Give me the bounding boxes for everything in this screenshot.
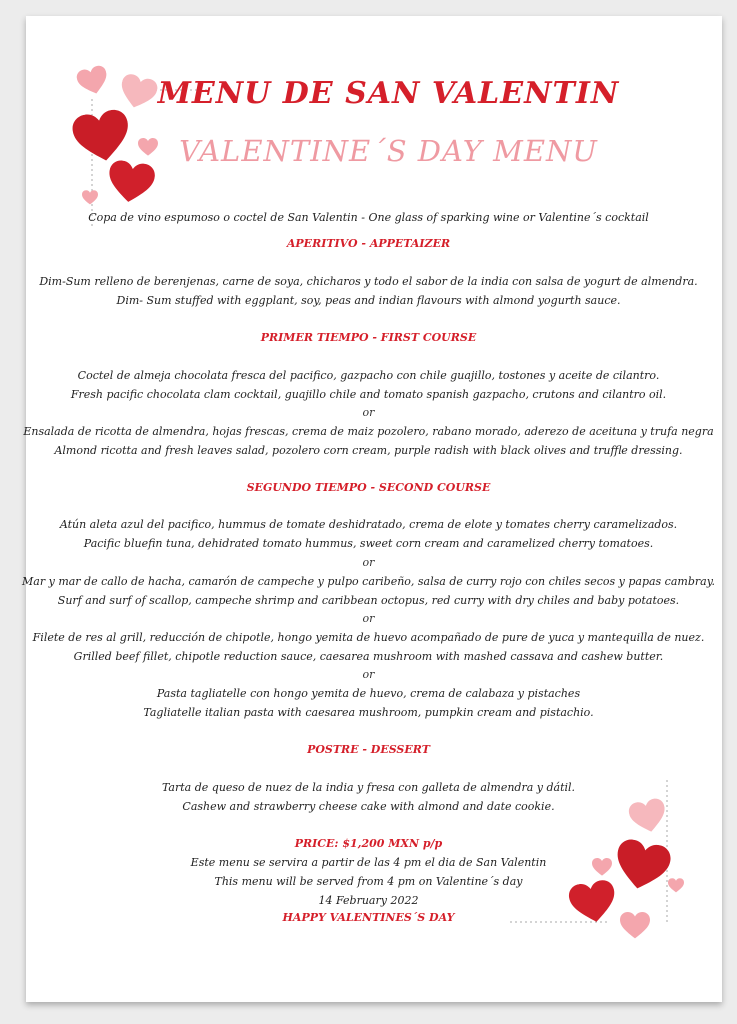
menu-title-spanish: MENU DE SAN VALENTIN	[157, 76, 620, 111]
footer-date: 14 February 2022	[318, 894, 419, 907]
or-separator: or	[362, 668, 375, 681]
or-separator: or	[362, 612, 375, 625]
menu-line: Pasta tagliatelle con hongo yemita de huevo, crema de calabaza y pistaches	[156, 687, 581, 700]
menu-line: Almond ricotta and fresh leaves salad, pozolero corn cream, purple radish with black olives and truffle dressing.	[54, 444, 683, 457]
menu-line: Grilled beef fillet, chipotle reduction sauce, caesarea mushroom with mashed cassava and cashew butter.	[73, 650, 664, 663]
menu-line: Tagliatelle italian pasta with caesarea mushroom, pumpkin cream and pistachio.	[143, 706, 594, 719]
menu-title-english: VALENTINE´S DAY MENU	[179, 134, 598, 168]
menu-line: Surf and surf of scallop, campeche shrimp and caribbean octopus, red curry with dry chiles and baby potatoes.	[57, 594, 680, 607]
menu-line: Filete de res al grill, reducción de chipotle, hongo yemita de huevo acompañado de pure de yuca y mantequilla de nuez.	[32, 631, 705, 644]
menu-line: Cashew and strawberry cheese cake with almond and date cookie.	[182, 800, 555, 813]
footer-line-english: This menu will be served from 4 pm on Valentine´s day	[214, 875, 523, 888]
menu-line: Atún aleta azul del pacifico, hummus de tomate deshidratado, crema de elote y tomates cherry caramelizados.	[59, 518, 678, 531]
menu-line: Tarta de queso de nuez de la india y fresa con galleta de almendra y dátil.	[161, 781, 576, 794]
menu-line: Mar y mar de callo de hacha, camarón de campeche y pulpo caribeño, salsa de curry rojo con chiles secos y papas cambray.	[22, 575, 715, 588]
price-label: PRICE: $1,200 MXN p/p	[294, 837, 443, 850]
section-heading-segundo: SEGUNDO TIEMPO - SECOND COURSE	[246, 481, 491, 494]
section-heading-aperitivo: APERITIVO - APPETAIZER	[286, 237, 451, 250]
or-separator: or	[362, 556, 375, 569]
menu-line: Fresh pacific chocolata clam cocktail, guajillo chile and tomato spanish gazpacho, crutons and cilantro oil.	[70, 388, 667, 401]
footer-line-spanish: Este menu se servira a partir de las 4 pm el dia de San Valentin	[190, 856, 547, 869]
menu-line: Pacific bluefin tuna, dehidrated tomato hummus, sweet corn cream and caramelized cherry tomatoes.	[83, 537, 654, 550]
menu-line: Ensalada de ricotta de almendra, hojas frescas, crema de maiz pozolero, rabano morado, aderezo de aceituna y trufa negra	[23, 425, 714, 438]
or-separator: or	[362, 406, 375, 419]
menu-line: Dim- Sum stuffed with eggplant, soy, peas and indian flavours with almond yogurth sauce.	[116, 294, 621, 307]
closing-greeting: HAPPY VALENTINES´S DAY	[282, 911, 455, 924]
section-heading-postre: POSTRE - DESSERT	[307, 743, 430, 756]
menu-line: Dim-Sum relleno de berenjenas, carne de soya, chicharos y todo el sabor de la india con salsa de yogurt de almendra.	[39, 275, 698, 288]
heart-icon	[82, 190, 98, 204]
intro-line: Copa de vino espumoso o coctel de San Valentin - One glass of sparking wine or Valentine´s cocktail	[88, 211, 649, 224]
section-heading-primer: PRIMER TIEMPO - FIRST COURSE	[260, 331, 477, 344]
menu-line: Coctel de almeja chocolata fresca del pacifico, gazpacho con chile guajillo, tostones y aceite de cilantro.	[77, 369, 660, 382]
